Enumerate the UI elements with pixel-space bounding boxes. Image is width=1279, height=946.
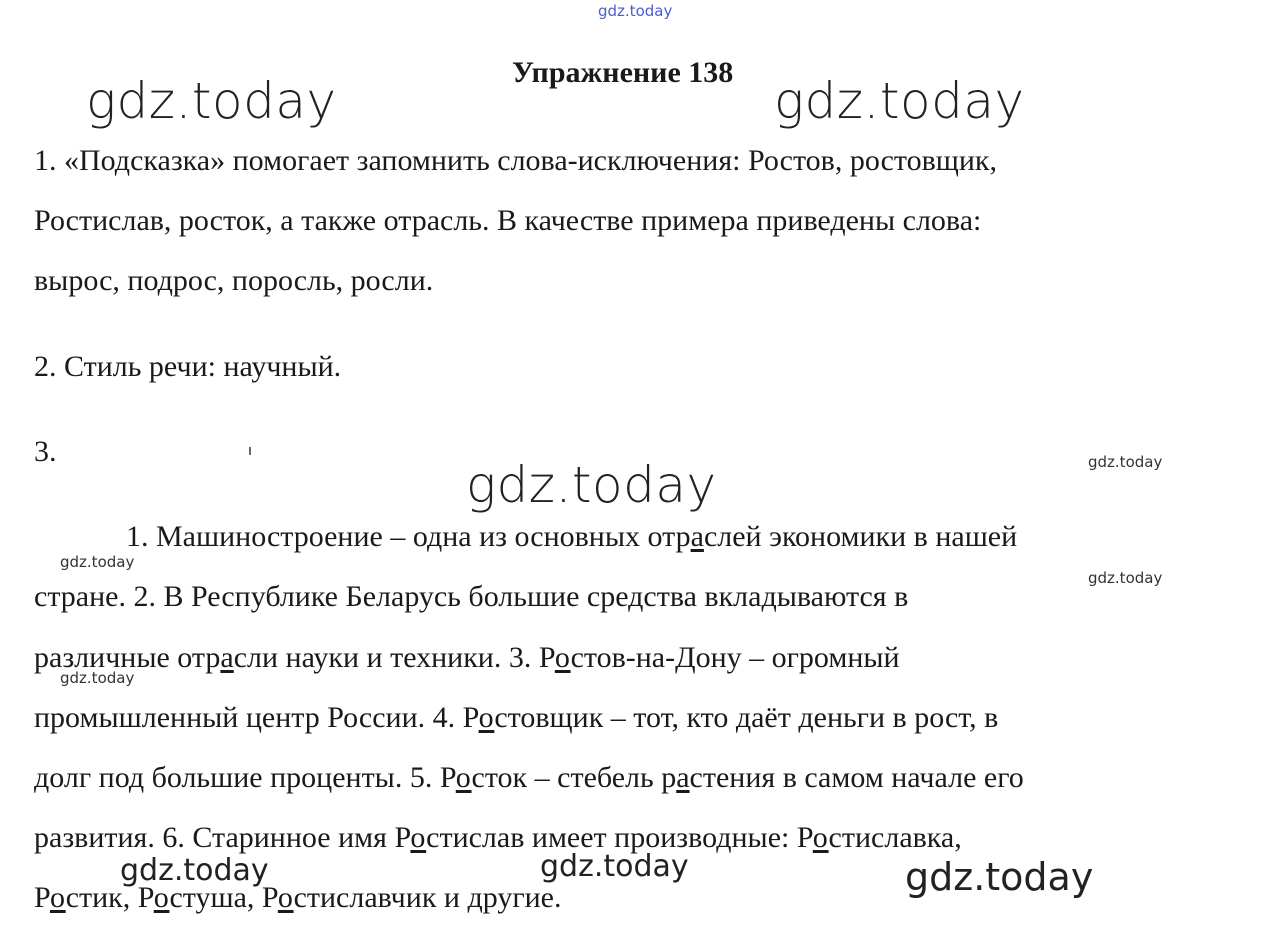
item3-label: 3.: [34, 435, 57, 468]
text-line-5: долг под большие проценты. 5. Росток – стебель растения в самом начале его: [34, 761, 1024, 794]
text-line-2: стране. 2. В Республике Беларусь большие средства вкладываются в: [34, 580, 909, 613]
watermark-large-left: gdz.today: [86, 72, 337, 130]
watermark-bottom-center: gdz.today: [540, 849, 689, 884]
item2-line: 2. Стиль речи: научный.: [34, 350, 342, 383]
watermark-small-left-2: gdz.today: [60, 669, 135, 687]
exercise-title: Упражнение 138: [512, 56, 734, 89]
item1-line-2: Ростислав, росток, а также отрасль. В качестве примера приведены слова:: [34, 204, 982, 237]
item1-line-3: вырос, подрос, поросль, росли.: [34, 264, 434, 297]
text-line-3: различные отрасли науки и техники. 3. Ростов-на-Дону – огромный: [34, 641, 900, 674]
watermark-large-right: gdz.today: [774, 72, 1025, 130]
watermark-small-right-2: gdz.today: [1088, 569, 1163, 587]
text-line-6: развития. 6. Старинное имя Ростислав имеет производные: Ростиславка,: [34, 821, 962, 854]
text-line-1: 1. Машиностроение – одна из основных отраслей экономики в нашей: [126, 520, 1018, 553]
watermark-small-right-1: gdz.today: [1088, 453, 1163, 471]
watermark-bottom-left: gdz.today: [120, 853, 269, 888]
text-line-4: промышленный центр России. 4. Ростовщик – тот, кто даёт деньги в рост, в: [34, 701, 999, 734]
text-line-7: Ростик, Ростуша, Ростиславчик и другие.: [34, 881, 562, 914]
watermark-top: gdz.today: [598, 2, 673, 20]
watermark-large-center: gdz.today: [466, 456, 717, 514]
watermark-small-left-1: gdz.today: [60, 553, 135, 571]
stray-mark: [249, 447, 251, 455]
item1-line-1: 1. «Подсказка» помогает запомнить слова-исключения: Ростов, ростовщик,: [34, 144, 998, 177]
watermark-bottom-right: gdz.today: [905, 855, 1094, 899]
